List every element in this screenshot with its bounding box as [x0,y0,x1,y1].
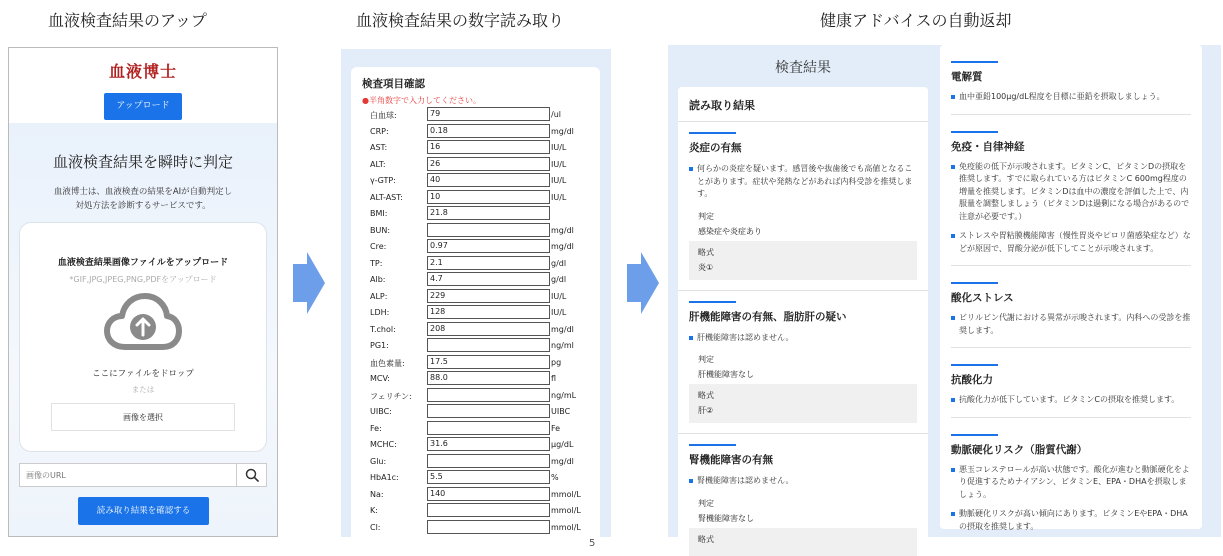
value-input[interactable] [427,223,550,237]
url-row [19,463,267,487]
section-bullet: 何らかの炎症を疑います。感冒後や抜歯後でも高値となることがあります。症状や発熱などがあれば内科受診を推奨します。 [689,163,917,201]
value-unit: mg/dl [551,456,574,466]
judge-label: 判定 [698,355,714,364]
value-unit: IU/L [551,308,567,317]
judge-value: 肝機能障害なし [698,370,754,379]
divider [951,265,1191,266]
hero-desc-line-1: 血液博士は、血液検査の結果をAIが自動判定し [53,187,233,197]
section-title: 炎症の有無 [689,142,742,154]
confirm-results-button[interactable]: 読み取り結果を確認する [78,497,209,525]
value-row [351,239,600,256]
divider [951,114,1191,115]
value-unit: mg/dl [551,242,574,251]
value-row [351,322,600,339]
value-label: K: [370,506,378,515]
hero-section [9,123,277,536]
advice-bullet: ビリルビン代謝における異常が示唆されます。内科への受診を推奨します。 [951,312,1191,337]
abbr-label: 略式 [698,391,714,400]
value-input[interactable]: 40 [427,173,550,187]
value-row [351,272,600,289]
value-label: AST: [370,143,388,152]
value-input[interactable] [427,454,550,468]
section-accent-bar [689,301,736,303]
step-title-upload: 血液検査結果のアップ [48,11,207,30]
hero-title: 血液検査結果を瞬時に判定 [52,153,233,171]
value-unit: pg [551,357,562,367]
value-unit: IU/L [551,143,567,152]
drop-text: ここにファイルをドロップ [92,369,194,379]
value-label: T.chol: [370,324,396,334]
value-unit: IU/L [551,291,567,301]
value-unit: UIBC [551,407,571,416]
advice-panel [668,45,1221,544]
judge-label: 判定 [698,211,714,221]
value-unit: μg/dL [551,440,574,449]
section-accent-bar [951,61,998,63]
value-row [351,223,600,240]
judge-value: 腎機能障害なし [698,513,754,523]
result-section [678,444,928,556]
step-title-advice: 健康アドバイスの自動返却 [820,11,1012,30]
values-card [351,67,600,547]
value-unit: mg/dl [551,324,574,334]
value-label: HbA1c: [370,473,399,482]
value-row [351,206,600,223]
results-card-title: 読み取り結果 [689,99,755,112]
results-title: 検査結果 [775,60,831,76]
value-input[interactable] [427,404,550,418]
advice-right-column [940,45,1202,529]
value-label: Cre: [370,242,387,251]
value-label: 白血球: [370,111,397,120]
advice-section-title: 電解質 [951,71,983,83]
arrow-right-icon [293,252,325,314]
abbr-label: 略式 [698,534,714,544]
value-input[interactable]: 21.8 [427,206,550,220]
value-row [351,107,600,124]
value-label: ALP: [370,291,388,301]
value-row [351,124,600,141]
value-input[interactable]: 140 [427,487,550,501]
value-row [351,454,600,471]
value-row [351,421,600,438]
value-row [351,190,600,207]
advice-section-title: 抗酸化力 [951,374,993,386]
abbr-block [689,528,917,556]
value-label: Cl: [370,522,381,532]
value-input[interactable]: 4.7 [427,272,550,286]
divider [678,290,928,291]
value-unit: mmol/L [551,489,581,499]
value-unit: mmol/L [551,522,581,532]
value-label: MCHC: [370,440,397,449]
advice-section-title: 免疫・自律神経 [951,140,1025,153]
value-unit: ng/ml [551,341,574,350]
value-input[interactable]: 208 [427,322,550,336]
value-row [351,289,600,306]
abbr-block [689,241,917,280]
value-row [351,157,600,174]
value-row [351,437,600,454]
value-label: 血色素量: [370,358,405,368]
value-input[interactable] [427,503,550,517]
divider [951,417,1191,418]
value-label: LDH: [370,308,390,317]
abbr-block [689,384,917,423]
value-label: Na: [370,489,384,499]
value-unit: mg/dl [551,126,574,136]
value-row [351,140,600,157]
section-title: 肝機能障害の有無、脂肪肝の疑い [689,310,847,323]
value-input[interactable]: 26 [427,157,550,171]
section-bullet: 肝機能障害は認めません。 [689,332,917,345]
value-label: Fe: [370,423,382,433]
value-input[interactable]: 10 [427,190,550,204]
value-input[interactable]: 2.1 [427,256,550,270]
section-accent-bar [951,434,998,436]
value-label: γ-GTP: [370,176,396,185]
or-text: または [131,385,155,394]
values-title: 検査項目確認 [362,78,425,90]
value-input[interactable]: 88.0 [427,371,550,385]
value-unit: % [551,473,559,482]
advice-bullet: 動脈硬化リスクが高い傾向にあります。ビタミンEやEPA・DHAの摂取を推奨します。 [951,508,1191,533]
value-unit: g/dl [551,258,567,268]
value-label: Alb: [370,275,386,284]
value-input[interactable]: 0.97 [427,239,550,253]
value-unit: g/dl [551,275,567,284]
advice-left-column [678,45,928,544]
value-unit: mmol/L [551,506,581,515]
section-title: 腎機能障害の有無 [689,454,773,466]
values-panel [341,49,611,537]
section-accent-bar [951,282,998,284]
advice-bullet: 抗酸化力が低下しています。ビタミンCの摂取を推奨します。 [951,394,1191,407]
results-card [678,87,928,547]
select-image-button[interactable]: 画像を選択 [51,403,235,431]
value-input[interactable]: 17.5 [427,355,550,369]
value-label: ALT-AST: [370,192,403,202]
value-label: Glu: [370,456,387,466]
judge-block [689,354,917,380]
value-unit: fl [551,374,557,383]
value-input[interactable]: 79 [427,107,550,121]
judge-label: 判定 [698,498,714,508]
section-accent-bar [689,444,736,446]
abbr-value: 肝② [698,406,714,415]
value-row [351,173,600,190]
value-label: MCV: [370,374,391,383]
judge-block [689,498,917,524]
values-note: ●半角数字で入力してください。 [362,96,481,105]
value-row [351,520,600,537]
advice-bullet: ストレスや胃粘膜機能障害（慢性胃炎やピロリ菌感染症など）などが原因で、胃酸分泌が低下してことが示唆されます。 [951,230,1191,255]
value-input[interactable] [427,421,550,435]
value-unit: /ul [551,110,561,119]
divider [678,433,928,434]
value-label: ALT: [370,159,386,169]
abbr-label: 略式 [698,247,714,257]
image-url-input[interactable] [20,464,236,486]
value-label: BUN: [370,225,391,235]
dropzone-formats: *GIF,JPG,JPEG,PNG,PDFをアップロード [69,275,217,284]
value-unit: Fe [551,423,561,433]
arrow-right-icon [627,252,659,314]
divider [951,347,1191,348]
section-accent-bar [951,364,998,366]
hero-description [9,185,277,213]
value-unit: IU/L [551,192,567,202]
value-row [351,355,600,372]
value-row [351,305,600,322]
value-input[interactable]: 16 [427,140,550,154]
value-row [351,371,600,388]
step-title-read: 血液検査結果の数字読み取り [356,11,565,30]
result-section [678,301,928,424]
dropzone-title: 血液検査結果画像ファイルをアップロード [57,258,229,268]
abbr-value: 炎① [698,262,714,272]
value-label: BMI: [370,209,388,218]
value-unit: mg/dl [551,225,574,235]
advice-section-title: 動脈硬化リスク（脂質代謝） [951,443,1088,456]
advice-section-title: 酸化ストレス [951,292,1014,304]
value-input[interactable] [427,338,550,352]
value-label: UIBC: [370,407,392,416]
search-button[interactable] [236,464,266,486]
judge-value: 感染症や炎症あり [698,226,762,236]
value-row [351,404,600,421]
advice-bullet: 血中亜鉛100μg/dL程度を目標に亜鉛を摂取しましょう。 [951,91,1191,104]
value-input[interactable] [427,388,550,402]
file-dropzone[interactable] [19,222,267,452]
value-row [351,470,600,487]
value-input[interactable]: 128 [427,305,550,319]
value-unit: ng/mL [551,390,577,400]
value-row [351,503,600,520]
results-sections [678,132,928,556]
value-row [351,487,600,504]
page-number: 5 [589,538,596,549]
value-label: TP: [370,258,383,268]
value-input[interactable]: 31.6 [427,437,550,451]
values-list [351,107,600,536]
advice-bullet: 免疫能の低下が示唆されます。ビタミンC、ビタミンDの摂取を推奨します。すでに取られている方はビタミンC 600mg程度の増量を推奨します。ビタミンDは血中の濃度を評価した上で、内服量を調整しましょう（ビタミンDは過剰になる場合があるので注意が必要です。） [951,161,1191,224]
value-row [351,388,600,405]
value-input[interactable]: 229 [427,289,550,303]
section-accent-bar [951,131,998,133]
value-label: PG1: [370,341,389,350]
value-input[interactable]: 0.18 [427,124,550,138]
upload-button[interactable]: アップロード [104,93,182,120]
divider [678,121,928,122]
value-row [351,256,600,273]
value-label: フェリチン: [370,391,412,401]
advice-bullet: 悪玉コレステロールが高い状態です。酸化が進むと動脈硬化をより促進するためナイアシン、ビタミンE、EPA・DHAを摂取しましょう。 [951,464,1191,502]
cloud-upload-icon [105,291,181,357]
value-unit: IU/L [551,176,567,185]
section-accent-bar [689,132,736,134]
search-icon [245,468,259,482]
value-input[interactable]: 5.5 [427,470,550,484]
judge-block [689,211,917,237]
section-bullet: 腎機能障害は認めません。 [689,475,917,488]
hero-desc-line-2: 対処方法を診断するサービスです。 [75,201,211,211]
value-unit: IU/L [551,159,567,169]
upload-panel [8,47,278,537]
result-section [678,132,928,280]
value-input[interactable] [427,520,550,534]
site-logo[interactable]: 血液博士 [108,62,177,81]
value-row [351,338,600,355]
value-label: CRP: [370,126,389,136]
